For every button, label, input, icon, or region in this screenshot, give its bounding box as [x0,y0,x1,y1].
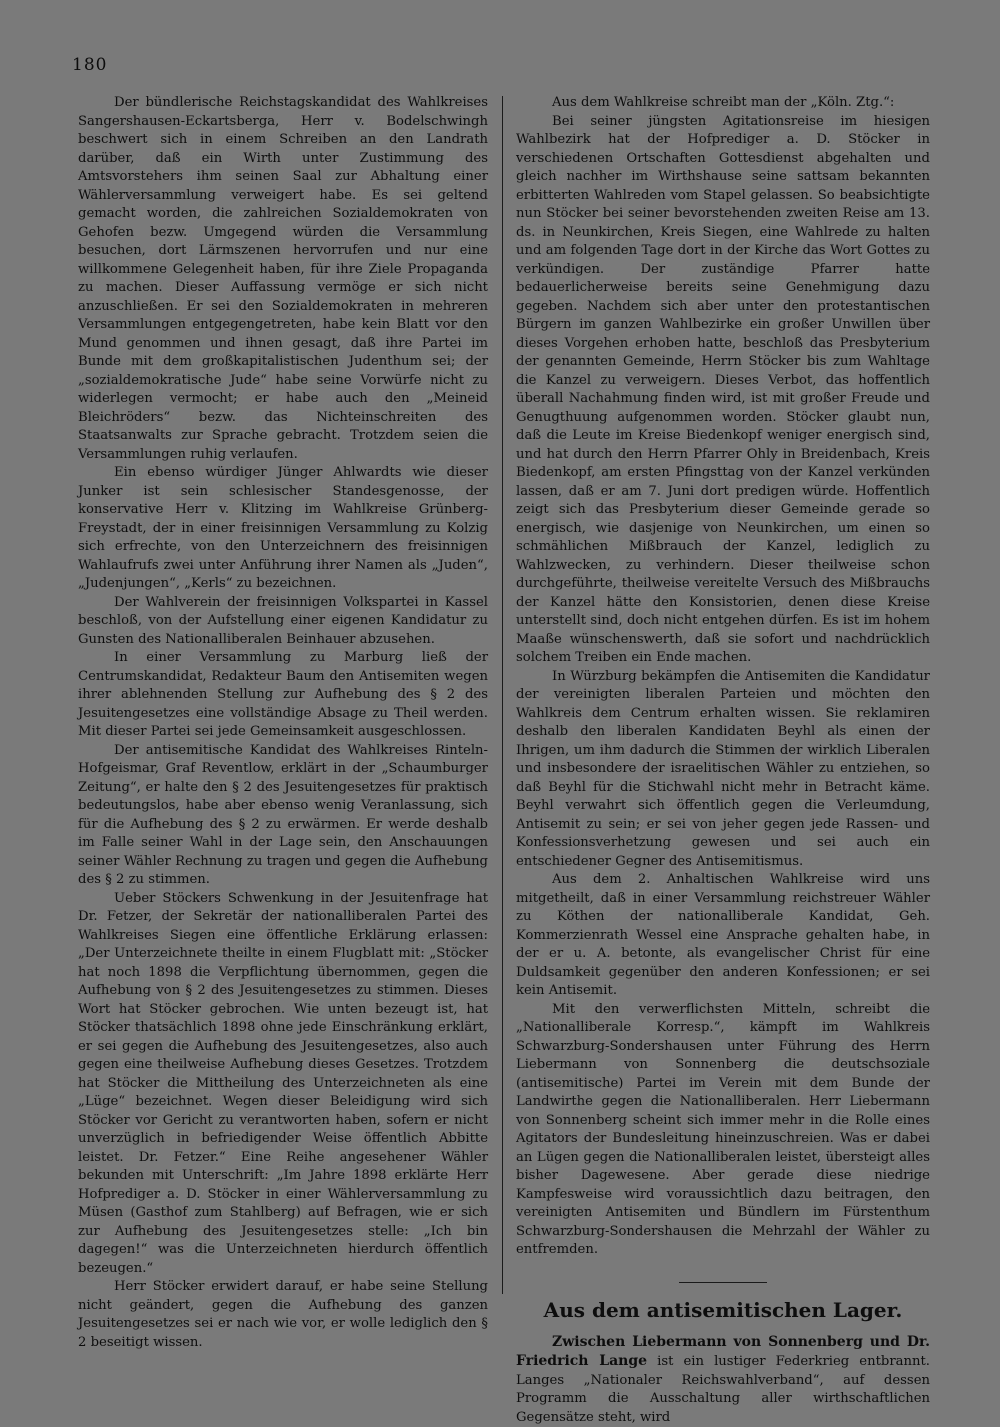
paragraph: Der bündlerische Reichstagskandidat des Wahlkreises Sangershausen-Eckartsberga, Herr v. Bodelschwingh beschwert sich in einem Schreiben an den Landrath darüber, daß ein Wirth unter Zustimmung des Amtsvorstehers ihm seinen Saal zur Abhaltung einer Wählerversammlung verweigert habe. Es sei geltend gemacht worden, die zahlreichen Sozialdemokraten von Gehofen bezw. Umgegend würden die Versammlung besuchen, dort Lärmszenen hervorrufen und nur eine willkommene Gelegenheit haben, für ihre Ziele Propaganda zu machen. Dieser Auffassung vermöge er sich nicht anzuschließen. Er sei den Sozialdemokraten in mehreren Versammlungen entgegengetreten, habe kein Blatt vor den Mund genommen und ihnen gesagt, daß ihre Partei im Bunde mit dem großkapitalistischen Judenthum sei; der „sozialdemokratische Jude“ habe seine Vorwürfe nicht zu widerlegen vermocht; er habe auch den „Meineid Bleichröders“ bezw. das Nichteinschreiten des Staatsanwalts zur Sprache gebracht. Trotzdem seien die Versammlungen ruhig verlaufen. [78,94,488,464]
lead-paragraph [516,1333,930,1427]
paragraph: In Würzburg bekämpfen die Antisemiten die Kandidatur der vereinigten liberalen Parteien und möchten den Wahlkreis dem Centrum erhalten wissen. Sie reklamiren deshalb den liberalen Kandidaten Beyhl als einen der Ihrigen, um ihm dadurch die Stimmen der wirklich Liberalen und insbesondere der israelitischen Wähler zu entziehen, so daß Beyhl für die Stichwahl nicht mehr in Betracht käme. Beyhl verwahrt sich öffentlich gegen die Verleumdung, Antisemit zu sein; er sei von jeher gegen jede Rassen- und Konfessionsverhetzung gewesen und sei auch ein entschiedener Gegner des Antisemitismus. [516,668,930,872]
left-column [78,94,488,1352]
paragraph: Aus dem 2. Anhaltischen Wahlkreise wird uns mitgetheilt, daß in einer Versammlung reichstreuer Wähler zu Köthen der nationalliberale Kandidat, Geh. Kommerzienrath Wessel eine Ansprache gehalten habe, in der er u. A. betonte, als evangelischer Christ für eine Duldsamkeit gegenüber den anderen Konfessionen; er sei kein Antisemit. [516,871,930,1001]
lead-text: ist ein lustiger Federkrieg entbrannt. Langes „Nationaler Reichswahlverband“, auf dessen Programm die Ausschaltung aller wirthschaftlichen Gegensätze steht, wird [516,1354,930,1425]
paragraph: Mit den verwerflichsten Mitteln, schreibt die „Nationalliberale Korresp.“, kämpft im Wahlkreis Schwarzburg-Sondershausen unter Führung des Herrn Liebermann von Sonnenberg die deutschsoziale (antisemitische) Partei im Verein mit dem Bunde der Landwirthe gegen die Nationalliberalen. Herr Liebermann von Sonnenberg scheint sich immer mehr in die Rolle eines Agitators der Bundesleitung hineinzuschreien. Was er dabei an Lügen gegen die Nationalliberalen leistet, übersteigt alles bisher Dagewesene. Aber gerade diese niedrige Kampfesweise wird voraussichtlich dazu beitragen, den vereinigten Antisemiten und Bündlern im Fürstenthum Schwarzburg-Sondershausen die Mehrzahl der Wähler zu entfremden. [516,1001,930,1260]
paragraph: Herr Stöcker erwidert darauf, er habe seine Stellung nicht geändert, gegen die Aufhebung des ganzen Jesuitengesetzes sei er nach wie vor, er wolle lediglich den § 2 beseitigt wissen. [78,1278,488,1352]
paragraph: Der Wahlverein der freisinnigen Volkspartei in Kassel beschloß, von der Aufstellung einer eigenen Kandidatur zu Gunsten des Nationalliberalen Beinhauer abzusehen. [78,594,488,650]
column-rule [502,96,503,1294]
section-separator [679,1282,767,1283]
paragraph: Ein ebenso würdiger Jünger Ahlwardts wie dieser Junker ist sein schlesischer Standesgenosse, der konservative Herr v. Klitzing im Wahlkreise Grünberg-Freystadt, der in einer freisinnigen Versammlung zu Kolzig sich erfrechte, von den Unterzeichnern des freisinnigen Wahlaufrufs zwei unter Anführung ihrer Namen als „Juden“, „Judenjungen“, „Kerls“ zu bezeichnen. [78,464,488,594]
paragraph: In einer Versammlung zu Marburg ließ der Centrumskandidat, Redakteur Baum den Antisemiten wegen ihrer ablehnenden Stellung zur Aufhebung des § 2 des Jesuitengesetzes eine vollständige Absage zu Theil werden. Mit dieser Partei sei jede Gemeinsamkeit ausgeschlossen. [78,649,488,742]
paragraph: Der antisemitische Kandidat des Wahlkreises Rinteln-Hofgeismar, Graf Reventlow, erklärt in der „Schaumburger Zeitung“, er halte den § 2 des Jesuitengesetzes für praktisch bedeutungslos, habe aber ebenso wenig Veranlassung, sich für die Aufhebung des § 2 zu erwärmen. Er werde deshalb im Falle seiner Wahl in der Lage sein, den Anschauungen seiner Wähler Rechnung zu tragen und gegen die Aufhebung des § 2 zu stimmen. [78,742,488,890]
right-column [516,94,930,1427]
lead-bold-text: Zwischen Liebermann von Sonnenberg und Dr. Friedrich Lange [516,1334,930,1370]
page-number: 180 [72,55,107,75]
paragraph: Ueber Stöckers Schwenkung in der Jesuitenfrage hat Dr. Fetzer, der Sekretär der nationalliberalen Partei des Wahlkreises Siegen eine öffentliche Erklärung erlassen: „Der Unterzeichnete theilte in einem Flugblatt mit: „Stöcker hat noch 1898 die Verpflichtung übernommen, gegen die Aufhebung von § 2 des Jesuitengesetzes zu stimmen. Dieses Wort hat Stöcker gebrochen. Wie unten bezeugt ist, hat Stöcker thatsächlich 1898 ohne jede Einschränkung erklärt, er sei gegen die Aufhebung des Jesuitengesetzes, also auch gegen eine theilweise Aufhebung dieses Gesetzes. Trotzdem hat Stöcker die Mittheilung des Unterzeichneten als eine „Lüge“ bezeichnet. Wegen dieser Beleidigung wird sich Stöcker vor Gericht zu verantworten haben, sofern er nicht unverzüglich in befriedigender Weise öffentlich Abbitte leistet. Dr. Fetzer.“ Eine Reihe angesehener Wähler bekunden mit Unterschrift: „Im Jahre 1898 erklärte Herr Hofprediger a. D. Stöcker in einer Wählerversammlung zu Müsen (Gasthof zum Stahlberg) auf Befragen, wie er sich zur Aufhebung des Jesuitengesetzes stelle: „Ich bin dagegen!“ was die Unterzeichneten hierdurch öffentlich bezeugen.“ [78,890,488,1279]
section-heading: Aus dem antisemitischen Lager. [516,1297,930,1323]
paragraph: Bei seiner jüngsten Agitationsreise im hiesigen Wahlbezirk hat der Hofprediger a. D. Stöcker in verschiedenen Ortschaften Gottesdienst abgehalten und gleich nachher im Wirthshause seine sattsam bekannten erbitterten Wahlreden vom Stapel gelassen. So beabsichtigte nun Stöcker bei seiner bevorstehenden zweiten Reise am 13. ds. in Neunkirchen, Kreis Siegen, eine Wahlrede zu halten und am folgenden Tage dort in der Kirche das Wort Gottes zu verkündigen. Der zuständige Pfarrer hatte bedauerlicherweise bereits seine Genehmigung dazu gegeben. Nachdem sich aber unter den protestantischen Bürgern im ganzen Wahlbezirke ein großer Unwillen über dieses Vorgehen erhoben hatte, beschloß das Presbyterium der genannten Gemeinde, Herrn Stöcker bis zum Wahltage die Kanzel zu verweigern. Dieses Verbot, das hoffentlich überall Nachahmung finden wird, ist mit großer Freude und Genugthuung aufgenommen worden. Stöcker glaubt nun, daß die Leute im Kreise Biedenkopf weniger energisch sind, und hat durch den Herrn Pfarrer Ohly in Breidenbach, Kreis Biedenkopf, am ersten Pfingsttag von der Kanzel verkünden lassen, daß er am 7. Juni dort predigen würde. Hoffentlich zeigt sich das Presbyterium dieser Gemeinde gerade so energisch, wie dasjenige von Neunkirchen, um einen so schmählichen Mißbrauch der Kanzel, lediglich zu Wahlzwecken, zu verhindern. Dieser theilweise schon durchgeführte, theilweise vereitelte Versuch des Mißbrauchs der Kanzel hätte den Konsistorien, denen diese Kreise unterstellt sind, doch nicht entgehen dürfen. Es ist im hohem Maaße wünschenswerth, daß sie sofort und nachdrücklich solchem Treiben ein Ende machen. [516,113,930,668]
paragraph: Aus dem Wahlkreise schreibt man der „Köln. Ztg.“: [516,94,930,113]
